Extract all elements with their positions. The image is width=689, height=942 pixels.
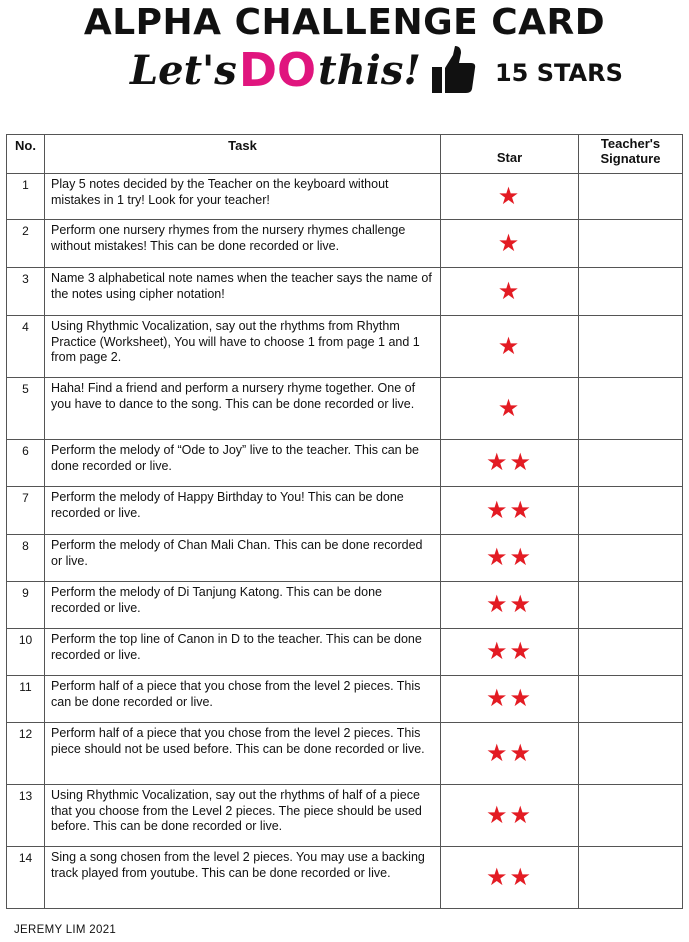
row-stars: ★	[441, 220, 579, 268]
page-title: ALPHA CHALLENGE CARD	[83, 2, 606, 43]
row-number: 12	[7, 723, 45, 785]
row-stars: ★★	[441, 785, 579, 847]
thumbs-up-icon	[431, 45, 477, 95]
row-number: 11	[7, 676, 45, 723]
row-number: 7	[7, 487, 45, 535]
row-stars: ★★	[441, 487, 579, 535]
row-task: Perform the melody of “Ode to Joy” live to the teacher. This can be done recorded or live.	[45, 440, 441, 487]
row-stars: ★	[441, 268, 579, 316]
row-number: 5	[7, 378, 45, 440]
row-task: Play 5 notes decided by the Teacher on the keyboard without mistakes in 1 try! Look for your teacher!	[45, 174, 441, 220]
row-signature-cell[interactable]	[579, 582, 683, 629]
row-number: 1	[7, 174, 45, 220]
challenge-table	[6, 134, 683, 909]
row-task: Perform half of a piece that you chose from the level 2 pieces. This can be done recorded or live.	[45, 676, 441, 723]
row-number: 10	[7, 629, 45, 676]
row-number: 2	[7, 220, 45, 268]
row-stars: ★★	[441, 629, 579, 676]
column-header-no: No.	[7, 135, 45, 174]
row-stars: ★★	[441, 440, 579, 487]
row-number: 6	[7, 440, 45, 487]
row-signature-cell[interactable]	[579, 378, 683, 440]
row-signature-cell[interactable]	[579, 676, 683, 723]
table-row	[7, 629, 683, 676]
row-signature-cell[interactable]	[579, 723, 683, 785]
row-signature-cell[interactable]	[579, 174, 683, 220]
slogan-lets: Let's	[130, 46, 237, 94]
row-number: 9	[7, 582, 45, 629]
row-signature-cell[interactable]	[579, 785, 683, 847]
table-row	[7, 785, 683, 847]
table-row	[7, 316, 683, 378]
row-task: Perform the melody of Happy Birthday to You! This can be done recorded or live.	[45, 487, 441, 535]
row-task: Using Rhythmic Vocalization, say out the rhythms from Rhythm Practice (Worksheet), You will have to choose 1 from page 1 and 1 from page 2.	[45, 316, 441, 378]
row-stars: ★★	[441, 723, 579, 785]
row-signature-cell[interactable]	[579, 440, 683, 487]
row-number: 3	[7, 268, 45, 316]
row-task: Perform one nursery rhymes from the nursery rhymes challenge without mistakes! This can be done recorded or live.	[45, 220, 441, 268]
table-row	[7, 174, 683, 220]
row-signature-cell[interactable]	[579, 535, 683, 582]
row-stars: ★★	[441, 676, 579, 723]
row-signature-cell[interactable]	[579, 316, 683, 378]
row-task: Sing a song chosen from the level 2 pieces. You may use a backing track played from youtube. This can be done recorded or live.	[45, 847, 441, 909]
table-header-row	[7, 135, 683, 174]
row-stars: ★★	[441, 582, 579, 629]
row-task: Haha! Find a friend and perform a nursery rhyme together. One of you have to dance to the song. This can be done recorded or live.	[45, 378, 441, 440]
column-header-star: Star	[441, 135, 579, 174]
table-row	[7, 440, 683, 487]
table-row	[7, 847, 683, 909]
row-stars: ★	[441, 174, 579, 220]
row-signature-cell[interactable]	[579, 487, 683, 535]
row-task: Perform the melody of Chan Mali Chan. This can be done recorded or live.	[45, 535, 441, 582]
row-stars: ★	[441, 316, 579, 378]
row-stars: ★★	[441, 847, 579, 909]
row-stars: ★	[441, 378, 579, 440]
row-task: Using Rhythmic Vocalization, say out the rhythms of half of a piece that you choose from the Level 2 pieces. The piece should be used before. This can be done recorded or live.	[45, 785, 441, 847]
table-row	[7, 487, 683, 535]
row-task: Name 3 alphabetical note names when the teacher says the name of the notes using cipher notation!	[45, 268, 441, 316]
table-row	[7, 723, 683, 785]
row-number: 4	[7, 316, 45, 378]
row-signature-cell[interactable]	[579, 220, 683, 268]
table-row	[7, 582, 683, 629]
row-task: Perform the melody of Di Tanjung Katong. This can be done recorded or live.	[45, 582, 441, 629]
column-header-signature: Teacher's Signature	[579, 135, 683, 174]
row-signature-cell[interactable]	[579, 629, 683, 676]
table-row	[7, 535, 683, 582]
row-number: 8	[7, 535, 45, 582]
slogan-do: DO	[238, 43, 317, 97]
footer-credit: JEREMY LIM 2021	[14, 924, 117, 936]
total-stars-label: 15 STARS	[494, 59, 623, 87]
row-number: 13	[7, 785, 45, 847]
row-task: Perform half of a piece that you chose from the level 2 pieces. This piece should not be used before. This can be done recorded or live.	[45, 723, 441, 785]
column-header-task: Task	[45, 135, 441, 174]
table-row	[7, 220, 683, 268]
slogan	[130, 42, 623, 98]
slogan-this: this!	[318, 46, 421, 94]
row-signature-cell[interactable]	[579, 847, 683, 909]
table-row	[7, 378, 683, 440]
row-stars: ★★	[441, 535, 579, 582]
row-signature-cell[interactable]	[579, 268, 683, 316]
row-task: Perform the top line of Canon in D to the teacher. This can be done recorded or live.	[45, 629, 441, 676]
row-number: 14	[7, 847, 45, 909]
table-row	[7, 676, 683, 723]
table-row	[7, 268, 683, 316]
